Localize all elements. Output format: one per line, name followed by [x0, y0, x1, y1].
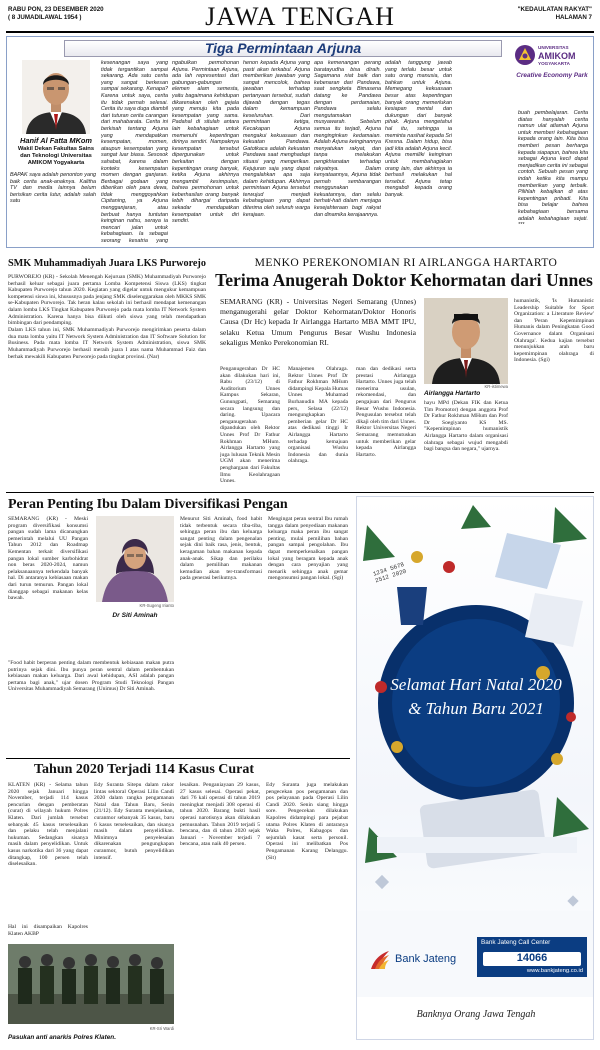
issue-date: RABU PON, 23 DESEMBER 2020: [8, 6, 104, 13]
section-divider: [6, 758, 350, 759]
author-portrait: [22, 60, 90, 134]
kasus-column: Edy Suranta Sitepu dalam rakor lintas sektoral Operasi Lilin Candi 2020 dalam rangka pengamanan Natal dan Tahun Baru, Senin (21/12). Edy Suranta menjelaskan, curanmor sebanyak 35 kasus, baru 6 kasus terselesaikan, dan sisanya masih dalam penyelidikan. Minimnya penyelesaian dikarenakan pengungkapan curanmor, butuh penyelidikan intensif.: [94, 782, 174, 861]
advertorial-column: ngabulkan permohonan Arjuna. Permintaan Arjuna, ada lah representasi dari gabungan-gabungan elemen alam semesta, yaitu bagaimana kehidupan dikarenakan oleh gejala yang menuju kita pada kesempatan yang sama. Padahal di situlah antara lain kebahagiaan untuk memenuhi kepentingan dirinya sendiri. Nampaknya kesempatan tersebut dipergunakan untuk berkaitan dengan kepentingan orang banyak, ketika Arjuna akhirnya mengambil kesimpulan, bahwa permohonan untuk keberhasilan orang banyak lebih dihargai daripada sekadar mendapatkan kesempatan untuk diri sendiri.: [172, 60, 239, 225]
amikom-logo: [512, 40, 592, 106]
hijri-date: ( 8 JUMADILAWAL 1954 ): [8, 14, 82, 21]
pangan-column: "Food habit berperan penting dalam membentuk kebiasaan makan putra putrinya sejak dini. Ibu punya peran sentral dalam pembentukan kebiasaan makan keluarga. Dari awal kehidupan, ASI adalah pangan pertama bagi anak," ujar dosen Program Studi Teknologi Pangan Universitas Muhammadiyah Semarang (Unimus) Dr Siti Aminah.: [8, 660, 174, 693]
smk-headline: SMK Muhammadiyah Juara LKS Purworejo: [8, 258, 206, 269]
airlangga-photo: [424, 298, 508, 384]
kasus-photo-caption: Pasukan anti anarkis Polres Klaten.: [8, 1034, 116, 1041]
bank-jateng-logo-icon: [369, 949, 391, 971]
unnes-column: humanistik, 'Is Humanistic Leadership Suitable for Sport Organization: a Literature Review' dan 'Peran Kepemimpinan Humanis dalam Peningkatan Good Governance dalam Organisasi Olahraga'. Kedua kajian tersebut menunjukkan arah baru kepemimpinan olahraga di Indonesia. (Sgi): [514, 298, 594, 364]
kasus-column: Edy Suranta juga melakukan pengecekan pos pengamanan dan pos pelayanan pada Operasi Lilin Candi 2020. Senin siang hingga sore. Pengecekan dilakukan Kapolres didampingi para pejabat utama Polres Klaten di antaranya Waka Polres, Kabagops dan sejumlah kasat serta personil. Operasi ini melibatkan Pos Pengamanan Karang Delanggu. (Sit): [266, 782, 348, 861]
advertorial-column: adalah tanggung jawab yang terlalu besar untuk satu orang manusia, dan bahkan untuk Arjuna. Memegang kekuasaan besar atas kepentingan banyak orang memerlukan kesiapan mental dan dukungan dari banyak pihak. Arjuna mengetahui hal itu, sehingga ia meminta nasihat kepada Sri Kresna. Dalam hidup, bisa jadi kita adalah Arjuna kecil. Arjuna memiliki keinginan untuk membahagiakan orang lain, dan akhirnya ia berhasil melakukan hal tersebut. Arjuna tetap mengabdi kepada orang banyak.: [385, 60, 452, 198]
pangan-column: SEMARANG (KR) - Meski program diversifikasi konsumsi pangan sudah lama dicanangkan pemerintah melalui UU Pangan Tahun 2012 dan Roadmap Kementan terkait diversifikasi pangan lokal sumber karbohidrat non beras 2020-2024, namun pelaksanaannya terkendala banyak hal. Di antaranya kebiasaan makan dari turun temurun. Pangan lokal dianggap sebagai makanan kelas bawah.: [8, 516, 88, 602]
unnes-column: Manajemen Olahraga. Rektor Unnes Prof Dr Fathur Rokhman MHum didampingi Kepala Humas Unnes Muhamad Burhanudin MA kepada pers, Selasa (22/12) mengungkapkan pemberian gelar Dr HC atas dedikasi tinggi Ir Airlangga Hartarto terhadap kemajuan organisasi Wushu Indonesia dan dunia olahraga.: [288, 366, 348, 465]
amikom-logo-city: YOGYAKARTA: [538, 61, 570, 66]
ad-bank-name: Bank Jateng: [395, 953, 457, 965]
author-name: Hanif Al Fatta MKom: [20, 136, 92, 145]
page-title: JAWA TENGAH: [205, 2, 395, 31]
kasus-column: KLATEN (KR) - Selama tahun 2020 sejak Januari hingga November, terjadi 114 kasus pencurian dengan pemberatan (curat) di wilayah hukum Polres Klaten. Dari jumlah tersebut sebanyak 45 kasus terselesaikan dan pelaku telah menjalani hukuman. Sedangkan sisanya masih dalam penyelidikan. Untuk kasus narkotika dari 36 yang dapat ditangkap, 100 persen telah diselesaikan.: [8, 782, 88, 868]
amikom-emblem-icon: [514, 44, 536, 66]
kasus-photo-credit: KR-Sri Wardi: [149, 1026, 174, 1031]
page-number: HALAMAN 7: [555, 14, 592, 21]
author-title: Wakil Dekan Fakultas Sains dan Teknologi Universitas AMIKOM Yogyakarta: [17, 146, 95, 166]
pangan-photo-credit: KR-Sugeng Irianto: [139, 603, 174, 608]
unnes-headline: Terima Anugerah Doktor Kehormatan dari Unnes: [215, 270, 593, 290]
kasus-column: lesaikan. Penganiayaan 29 kasus, 27 kasus selesai. Operasi pekat, dari 76 kali operasi di tahun 2019 meningkat menjadi 308 operasi di tahun 2020. Barang bukti hasil operasi narotisnya akan dilakukan pemusnahan. Tahun 2019 terjadi 5 bencana, dan di tahun 2020 sejak Januari - November terjadi 7 bencana, atau naik 40 persen.: [180, 782, 260, 848]
newspaper-tagline: "KEDAULATAN RAKYAT": [517, 6, 592, 13]
unnes-photo-credit: KR-istimewa: [484, 384, 508, 389]
pangan-headline: Peran Penting Ibu Dalam Diversifikasi Pengan: [8, 497, 288, 512]
section-divider: [6, 492, 594, 493]
kasus-headline: Tahun 2020 Terjadi 114 Kasus Curat: [34, 762, 255, 777]
advertorial-title: Tiga Permintaan Arjuna: [204, 40, 362, 56]
pangan-photo-caption: Dr Siti Aminah: [112, 612, 158, 619]
pangan-column: Mengingat peran sentral Ibu rumah tangga dalam penyediaan makanan keluarga maka peran ibu sangat penting, mulai pemilihan bahan pangan sampai pengolahan. Ibu dapat memperkenalkan pangan lokal yang beragam kepada anak dengan cara penyajian yang menarik sehingga anak gemar mengonsumsi pangan lokal. (Sgi): [268, 516, 348, 582]
unnes-column: Penganugerahan Dr HC akan dilakukan hari ini, Rabu (23/12) di Auditorium Unnes Kampus Sekaran, Gunungpati, Semarang secara langsung dan daring. Upacara penganugerahan dipandukan oleh Rektor Unnes Prof Dr Fathur Rokhman MHum. Airlangga Hartarto yang juga lulusan Teknik Mesin UGM akan menerima penghargaan dari Fakultas Ilmu Keolahragaan Unnes.: [220, 366, 280, 485]
ad-card-number: 1234 5678 2512 2020: [372, 561, 408, 585]
smk-article-body: [8, 274, 206, 486]
advertorial-column: henon kepada Arjuna yang pasti akan terkabul. Arjuna memberikan jawaban yang sangat mencolok, bahwa jawaban terhadap pertanyaan tersebut, sudah dijawab dengan tegas dalam kemampuan keseluruhan. Dari permintaan ketiga, Kecakapan Arjuna mengakui kekuasaan dan kekuatan Pandawa. Gatotkaca adalah kekuatan Pandawa saat menghadapi situasi yang mengerikan. Kejujuran saja yang dapat mengalahkan apa saja dalam kehidupan. Akhirnya permintaan Arjuna tersebut terwujud menjadi kebahagiaan yang dapat diterima oleh seluruh warga kerajaan.: [243, 60, 310, 218]
ad-greeting-line-2: & Tahun Baru 2021: [408, 699, 544, 718]
unnes-lead: SEMARANG (KR) - Universitas Negeri Semarang (Unnes) menganugerahi gelar Doktor Kehormatan/Doktor Honoris Causa (Dr Hc) kepada Ir Airlangga Hartarto MBA MMT IPU, selaku Ketua Umum Pengurus Besar Wushu Indonesia sekaligus Menko Perekonomian RI.: [220, 297, 416, 347]
advertorial-column: buah pembelajaran. Cerita diatas hanyalah cerita namun ulat atlamah Arjuna untuk memberi kebahagiaan kepada orang lain. Kita bisa memberi pesan berharga kepada siapapun, bahwa kita sebagai Arjuna kecil dapat menjadikan cerita ini sebagai contoh. Sebuah pesan yang indah ketika kita mampu memberikan yang terbaik. Pilihlah kebajikan di atas kepentingan pribadi. Kita bisa belajar bahwa kebahagiaan bersama adalah kebahagiaan sejati. ***: [518, 110, 588, 229]
police-photo: [8, 944, 174, 1024]
unnes-photo-caption: Airlangga Hartarto: [424, 390, 481, 397]
amikom-slogan: Creative Economy Park: [516, 72, 588, 79]
kasus-column: Hal ini disampaikan Kapolres Klaten AKBP: [8, 924, 88, 937]
amikom-logo-name: AMIKOM: [538, 51, 576, 61]
pangan-column: Menurut Siti Aminah, food habit tidak terbentuk secara tiba-tiba, sehingga peran ibu dan keluarga sangat penting dalam pengenalan sejak dini baik rasa, jenis, bentuk, keragaman bahan makanan kepada anak-anak. Sikap dan perilaku dalam pemilihan makanan kemudian akan ter-transformasi pada generasi berikutnya.: [180, 516, 262, 582]
unnes-column: man dan dedikasi serta prestasi Airlangga Hartarto. Unnes juga telah menerima usulan, rekomendasi, dan pengajuan dari Pengurus Besar Wushu Indonesia. Pengusulan tersebut telah dikaji oleh tim dari Unnes. Rektor Universitas Negeri Semarang memutuskan untuk memberikan gelar kepada Airlangga Hartarto.: [356, 366, 416, 458]
call-center-label: Bank Jateng Call Center: [481, 939, 551, 946]
unnes-kicker: MENKO PEREKONOMIAN RI AIRLANGGA HARTARTO: [254, 256, 558, 269]
siti-aminah-photo: [96, 516, 174, 602]
advertorial-column: kesenangan saya yang tidak tergantikan sampai sekarang. Ada satu cerita yang sangat berkesan sampai sekarang. Kenapa? Karena untuk saya, cerita itu tidak pernah selesai. Cerita itu saya duga diambil dari tuturan cerita carangan dari mahabarata. Cerita ini berkisah tentang Arjuna yang mendapatkan kesempatan, momen, ataupun kesempatan yang sangat luar biasa. Sesosok sahabat, karena dalam konteks kesempatan momen dengan ganjaran. Berbagai godaan yang diberikan oleh para dewa, tidak menggoyahkan Cipitaning, ya Arjuna mengganjaran, atau berbuat hanya tuntutan keinginan nafsu, seraya ia mencari jalan untuk kebahagiaan. Ia sebagai seorang kesatria yang: [101, 60, 168, 244]
advertorial-lead: BAPAK saya adalah penonton yang baik cerita anak-anaknya. Kalitha TV dan media lainnya belum berisikan cerita lutur, adalah salah satu: [10, 172, 96, 205]
ad-website: www.bankjateng.co.id: [526, 968, 583, 974]
unnes-column: hayu MPd (Dekan FIK dan Ketua Tim Promotor) dengan anggota Prof Dr Fathur Rokhman MHum dan Prof Dr Soegiyanto KS MS. "Kepemimpinan humanistik Airlangga Hartarto dalam organisasi olahraga sebagai wujud mengabdi bagi bangsa dan negara," ujarnya.: [424, 400, 508, 453]
smk-paragraph: PURWOREJO (KR) - Sekolah Menengah Kejuruan (SMK) Muhammadiyah Purworejo berhasil keluar sebagai juara pertama Lomba Kompetensi Siswa (LKS) tingkat Kabupaten Purworejo tahun 2020. Kegiatan yang digelar untuk mengukur kemampuan kompetensi siswa ini, khususnya pada jenjang SMK diselenggarakan oleh MKKS SMK se-Kabupaten Purworejo. Tak heran kalau sekolah ini berhasil mendapat kemenangan dalam lomba LKS Tingkat Kabupaten Purworejo pada mata lomba IT Network System Administration. Karena hanya bisa diikuti oleh siswa yang telah mendapatkan bimbingan dari pendamping.: [8, 274, 206, 327]
masthead-rule: [6, 31, 594, 33]
ad-slogan: Banknya Orang Jawa Tengah: [416, 1009, 536, 1020]
ad-greeting-line-1: Selamat Hari Natal 2020: [390, 675, 562, 694]
bank-jateng-ad: [356, 496, 594, 1040]
amikom-logo-univ: UNIVERSITAS: [538, 45, 569, 50]
smk-paragraph: Dalam LKS tahun ini, SMK Muhammadiyah Purworejo mengirimkan peserta dalam dua mata lomba yaitu IT Network System Administration dan IT Software Solution for Business. Pada mata lomba IT Network System Administration, siswa SMK Muhammadiyah Purworejo berhasil meraih juara I atas nama Muhammad Faiz dan berhak mewakili Kabupaten Purworejo pada tingkat provinsi. (Nar): [8, 327, 206, 360]
call-center-number: 14066: [516, 952, 548, 964]
advertorial-column: apa kemenangan perang baratayudha bisa diraih. Sagamana niat baik dan kebenaran dari Pandawa, saat sengketa Bimasena datang ke Pandawa dengan perdamaian, Pandawa selalu mengutamakan musyawarah. Sebelum semua itu terjadi, Arjuna menginginkan kedamaian. Adalah Arjuna keinginannya menyatukan rakyat, dan tanpa melakukan pengkhianatan terhadap rakyatnya. Dalam kenyataannya, Arjuna tidak pernah sembarangan menggunakan kekuatannya, dan selalu berhati-hati dalam menjaga kesejahteraan bagi rakyat dan dinamika kerajaannya.: [314, 60, 381, 218]
